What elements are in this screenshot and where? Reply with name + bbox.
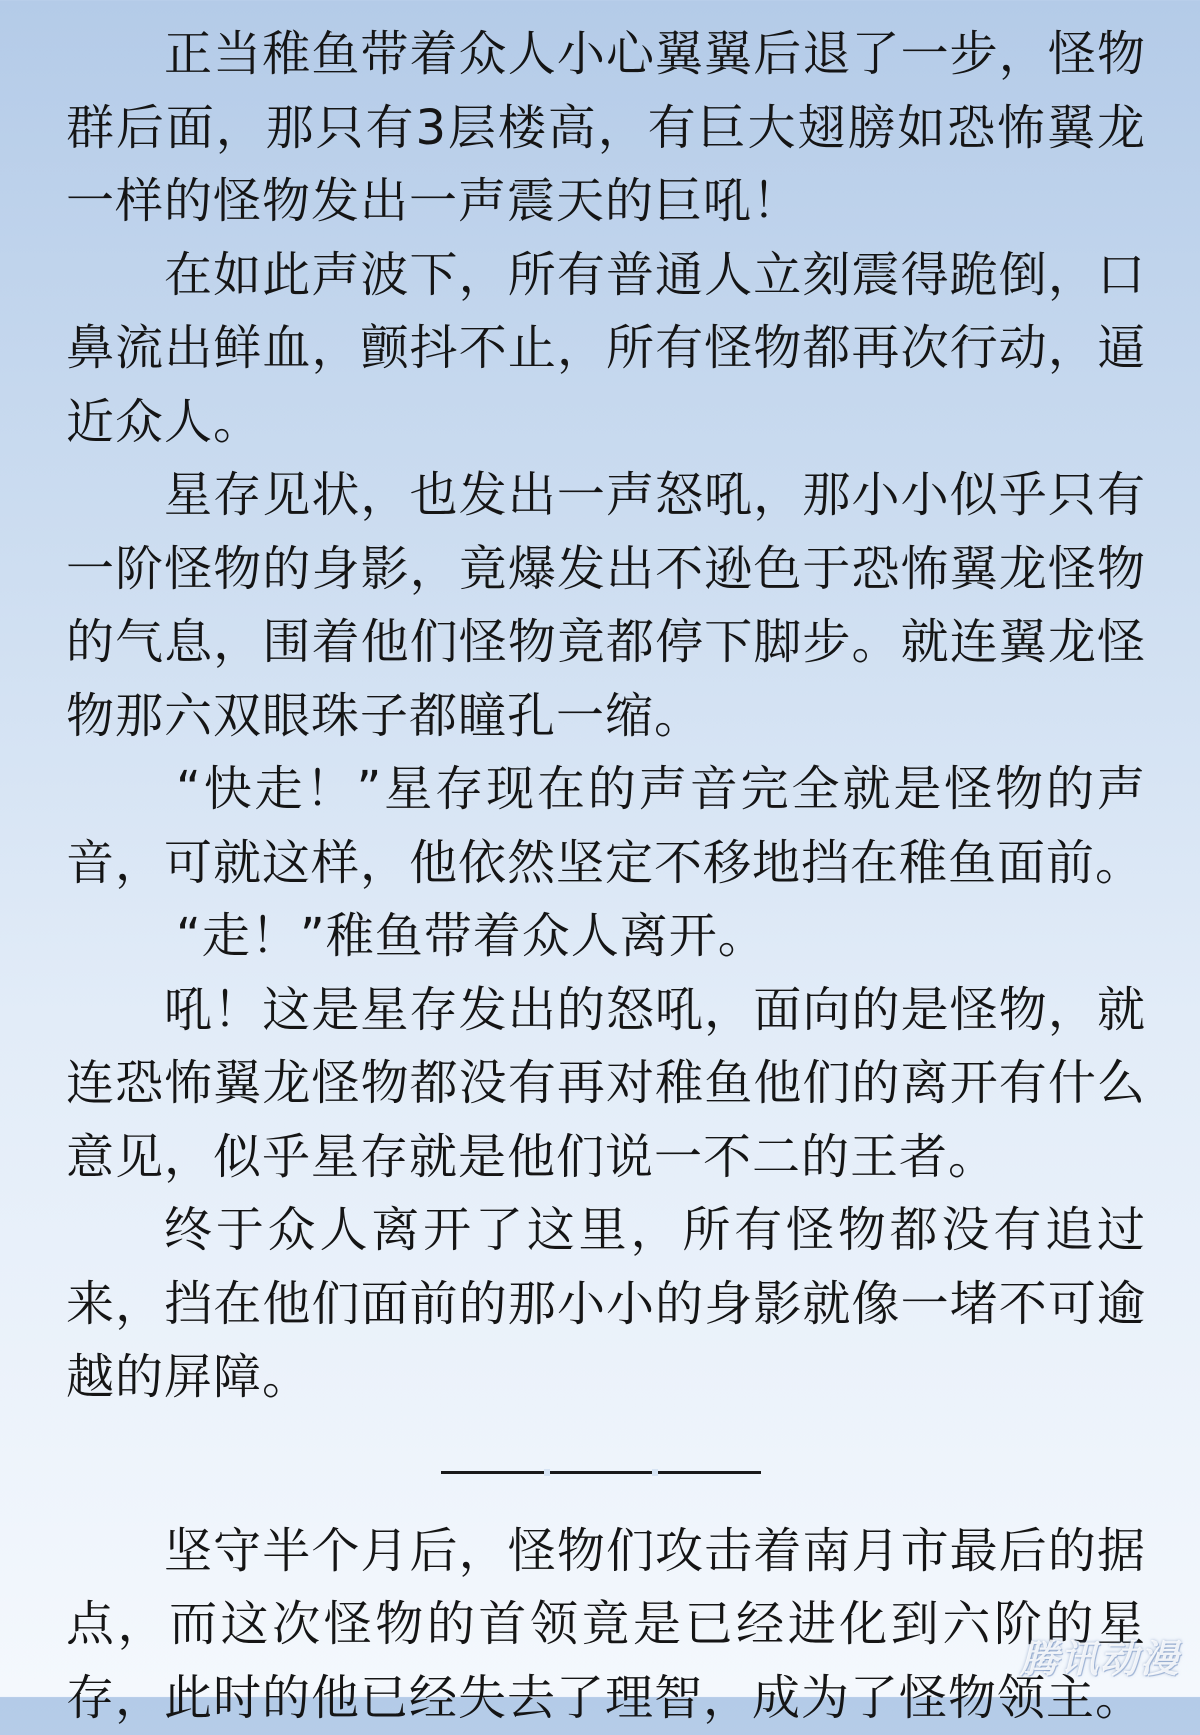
divider-break xyxy=(652,1469,658,1476)
paragraph-7: 终于众人离开了这里，所有怪物都没有追过来，挡在他们面前的那小小的身影就像一堵不可逾越的屏障。 xyxy=(66,1194,1146,1415)
paragraph-2: 在如此声波下，所有普通人立刻震得跪倒，口鼻流出鲜血，颤抖不止，所有怪物都再次行动，逼近众人。 xyxy=(66,239,1146,460)
watermark-logo: 腾讯动漫 xyxy=(1020,1628,1180,1683)
section-divider xyxy=(66,1415,1146,1515)
chapter-text xyxy=(66,18,1146,1735)
paragraph-1: 正当稚鱼带着众人小心翼翼后退了一步，怪物群后面，那只有3层楼高，有巨大翅膀如恐怖翼龙一样的怪物发出一声震天的巨吼！ xyxy=(66,18,1146,239)
divider-break xyxy=(544,1469,550,1476)
paragraph-6: 吼！这是星存发出的怒吼，面向的是怪物，就连恐怖翼龙怪物都没有再对稚鱼他们的离开有什么意见，似乎星存就是他们说一不二的王者。 xyxy=(66,974,1146,1195)
paragraph-4: “快走！”星存现在的声音完全就是怪物的声音，可就这样，他依然坚定不移地挡在稚鱼面前。 xyxy=(66,753,1146,900)
paragraph-8: 坚守半个月后，怪物们攻击着南月市最后的据点，而这次怪物的首领竟是已经进化到六阶的星存，此时的他已经失去了理智，成为了怪物领主。 xyxy=(66,1515,1146,1735)
paragraph-5: “走！”稚鱼带着众人离开。 xyxy=(66,900,1146,974)
paragraph-3: 星存见状，也发出一声怒吼，那小小似乎只有一阶怪物的身影，竟爆发出不逊色于恐怖翼龙怪物的气息，围着他们怪物竟都停下脚步。就连翼龙怪物那六双眼珠子都瞳孔一缩。 xyxy=(66,459,1146,753)
divider-line xyxy=(441,1471,761,1474)
